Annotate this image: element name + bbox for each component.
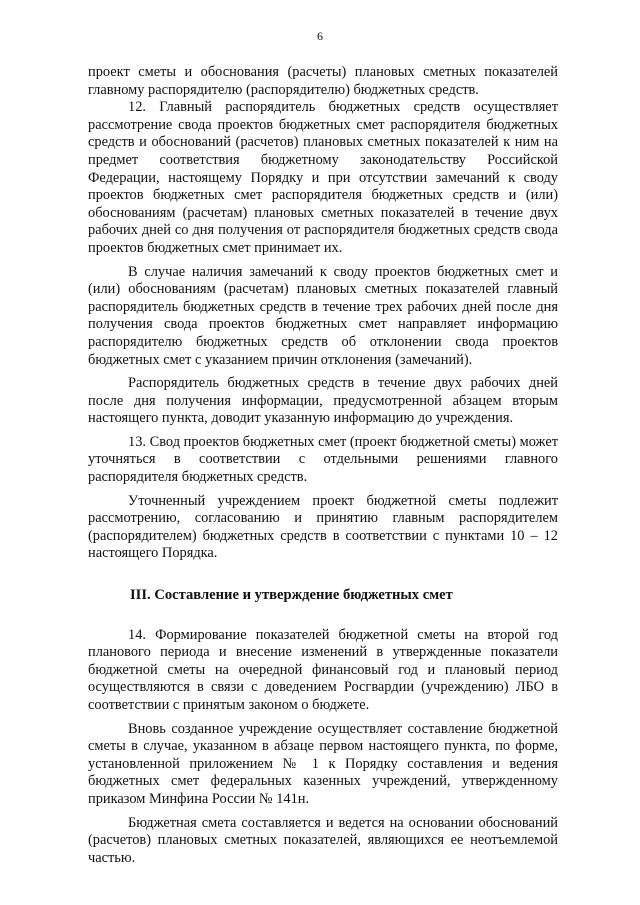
section-heading: III. Составление и утверждение бюджетных смет bbox=[130, 587, 453, 604]
document-body bbox=[88, 64, 558, 867]
paragraph-continuation: проект сметы и обоснования (расчеты) плановых сметных показателей главному распорядителю (распорядителю) бюджетных средств. bbox=[88, 64, 558, 98]
page-number: 6 bbox=[317, 29, 323, 43]
paragraph-item-12-notice: Распорядитель бюджетных средств в течение двух рабочих дней после дня получения информации, предусмотренной абзацем вторым настоящего пункта, доводит указанную информацию до учреждения. bbox=[88, 375, 558, 427]
paragraph-item-13: 13. Свод проектов бюджетных смет (проект бюджетной сметы) может уточняться в соответствии с отдельными решениями главного распорядителя бюджетных средств. bbox=[88, 433, 558, 486]
paragraph-item-14: 14. Формирование показателей бюджетной сметы на второй год планового периода и внесение изменений в утвержденные показатели бюджетной сметы на очередной финансовый год и плановый период осуществляются в связи с доведением Росгвардии (учреждению) ЛБО в соответствии с принятым законом о бюджете. bbox=[88, 626, 558, 713]
paragraph-item-12: 12. Главный распорядитель бюджетных средств осуществляет рассмотрение свода проектов бюджетных смет распорядителя бюджетных средств и обоснований (расчетов) плановых сметных показателей к ним на предмет соответствия бюджетному законодательству Российской Федерации, настоящему Порядку и при отсутствии замечаний к своду проектов бюджетных смет распорядителя бюджетных средств и (или) обоснованиям (расчетам) плановых сметных показателей в течение двух рабочих дней со дня получения от распорядителя бюджетных средств свода проектов бюджетных смет принимает их. bbox=[88, 99, 558, 256]
paragraph-item-14-justification: Бюджетная смета составляется и ведется на основании обоснований (расчетов) плановых сметных показателей, являющихся ее неотъемлемой частью. bbox=[88, 814, 558, 866]
paragraph-item-13-refined: Уточненный учреждением проект бюджетной сметы подлежит рассмотрению, согласованию и принятию главным распорядителем (распорядителем) бюджетных средств в соответствии с пунктами 10 – 12 настоящего Порядка. bbox=[88, 492, 558, 562]
paragraph-item-12-remarks: В случае наличия замечаний к своду проектов бюджетных смет и (или) обоснованиям (расчетам) плановых сметных показателей главный распорядитель бюджетных средств в течение трех рабочих дней после дня получения свода проектов бюджетных смет направляет информацию распорядителю бюджетных средств об отклонении свода проектов бюджетных смет с указанием причин отклонения (замечаний). bbox=[88, 263, 558, 368]
paragraph-item-14-new-institution: Вновь созданное учреждение осуществляет составление бюджетной сметы в случае, указанном в абзаце первом настоящего пункта, по форме, установленной приложением № 1 к Порядку составления и ведения бюджетных смет федеральных казенных учреждений, утвержденному приказом Минфина России № 141н. bbox=[88, 720, 558, 807]
